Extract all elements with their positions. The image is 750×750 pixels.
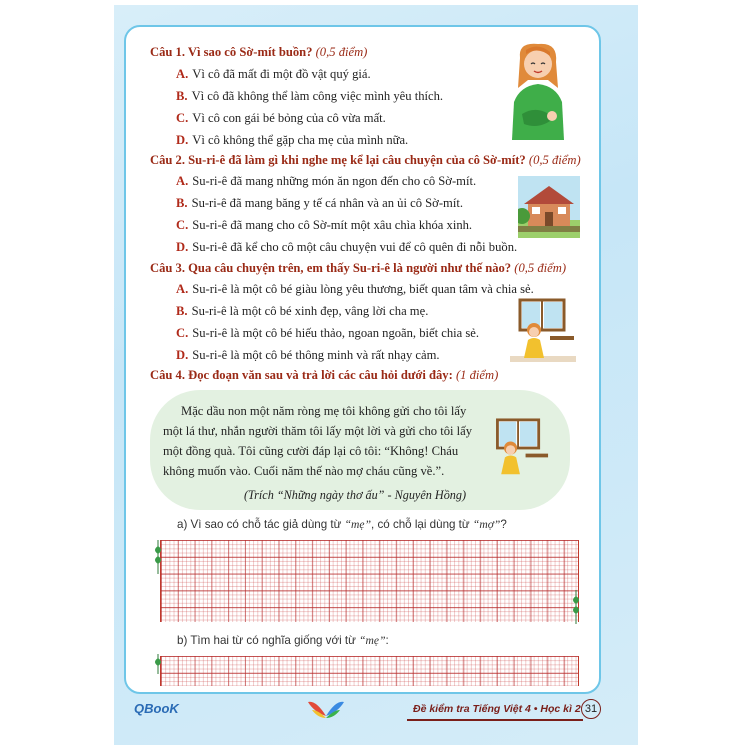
q1-answer-a: A. Vì cô đã mất đi một đồ vật quý giá. <box>176 67 371 81</box>
wings-logo-icon <box>308 698 344 720</box>
leaf-icon <box>570 590 582 624</box>
q3-answer-d: D. Su-ri-ê là một cô bé thông minh và rất nhạy cảm. <box>176 348 440 362</box>
passage-source: (Trích “Những ngày thơ ấu” - Nguyên Hồng) <box>244 488 467 502</box>
writing-grid-a[interactable] <box>160 540 579 622</box>
girl-window-illustration-2 <box>487 418 551 478</box>
question-1-title: Câu 1. Vì sao cô Sờ-mít buồn? (0,5 điểm) <box>150 45 368 59</box>
footer-divider <box>407 719 583 721</box>
writing-grid-b[interactable] <box>160 656 579 686</box>
page-number: 31 <box>581 699 601 719</box>
leaf-icon <box>152 654 164 674</box>
q1-answer-c: C. Vì cô con gái bé bỏng của cô vừa mất. <box>176 111 386 125</box>
q2-answer-c: C. Su-ri-ê đã mang cho cô Sờ-mít một xâu chìa khóa xinh. <box>176 218 473 232</box>
q2-answer-a: A. Su-ri-ê đã mang những món ăn ngon đến cho cô Sờ-mít. <box>176 174 477 188</box>
q3-answer-b: B. Su-ri-ê là một cô bé xinh đẹp, vâng lời cha mẹ. <box>176 304 429 318</box>
q2-answer-d: D. Su-ri-ê đã kể cho cô một câu chuyện vui để cô quên đi nỗi buồn. <box>176 240 518 254</box>
house-illustration <box>518 176 580 238</box>
question-4-title: Câu 4. Đọc đoạn văn sau và trả lời các câu hỏi dưới đây: (1 điểm) <box>150 368 499 382</box>
passage-line-2: một lá thư, nhắn người thăm tôi lấy một lời và gửi cho tôi lấy <box>163 424 473 438</box>
q3-answer-c: C. Su-ri-ê là một cô bé hiếu thảo, ngoan ngoãn, biết chia sẻ. <box>176 326 480 340</box>
question-3-title: Câu 3. Qua câu chuyện trên, em thấy Su-ri-ê là người như thế nào? (0,5 điểm) <box>150 261 567 275</box>
q2-answer-b: B. Su-ri-ê đã mang băng y tế cá nhân và an ủi cô Sờ-mít. <box>176 196 463 210</box>
leaf-icon <box>152 540 164 574</box>
passage-line-4: không muốn vào. Cuối năm thế nào mợ cháu cũng về.”. <box>163 464 445 478</box>
passage-line-3: một đồng quà. Tôi cũng cười đáp lại cô tôi: “Không! Cháu <box>163 444 459 458</box>
passage-line-1: Mặc dầu non một năm ròng mẹ tôi không gửi cho tôi lấy <box>181 404 467 418</box>
woman-illustration <box>498 40 578 140</box>
question-2-title: Câu 2. Su-ri-ê đã làm gì khi nghe mẹ kể lại câu chuyện của cô Sờ-mít? (0,5 điểm) <box>150 153 581 167</box>
q1-answer-b: B. Vì cô đã không thể làm công việc mình yêu thích. <box>176 89 444 103</box>
q1-answer-d: D. Vì cô không thể gặp cha mẹ của mình nữa. <box>176 133 409 147</box>
q3-answer-a: A. Su-ri-ê là một cô bé giàu lòng yêu thương, biết quan tâm và chia sẻ. <box>176 282 534 296</box>
sub-question-a: a) Vì sao có chỗ tác giả dùng từ “mẹ”, có chỗ lại dùng từ “mợ”? <box>177 518 507 531</box>
book-title: Đề kiểm tra Tiếng Việt 4 • Học kì 2 <box>413 703 581 715</box>
sub-question-b: b) Tìm hai từ có nghĩa giống với từ “mẹ”: <box>177 634 389 647</box>
girl-window-illustration <box>510 298 576 362</box>
publisher-logo: QBooK <box>134 701 179 716</box>
